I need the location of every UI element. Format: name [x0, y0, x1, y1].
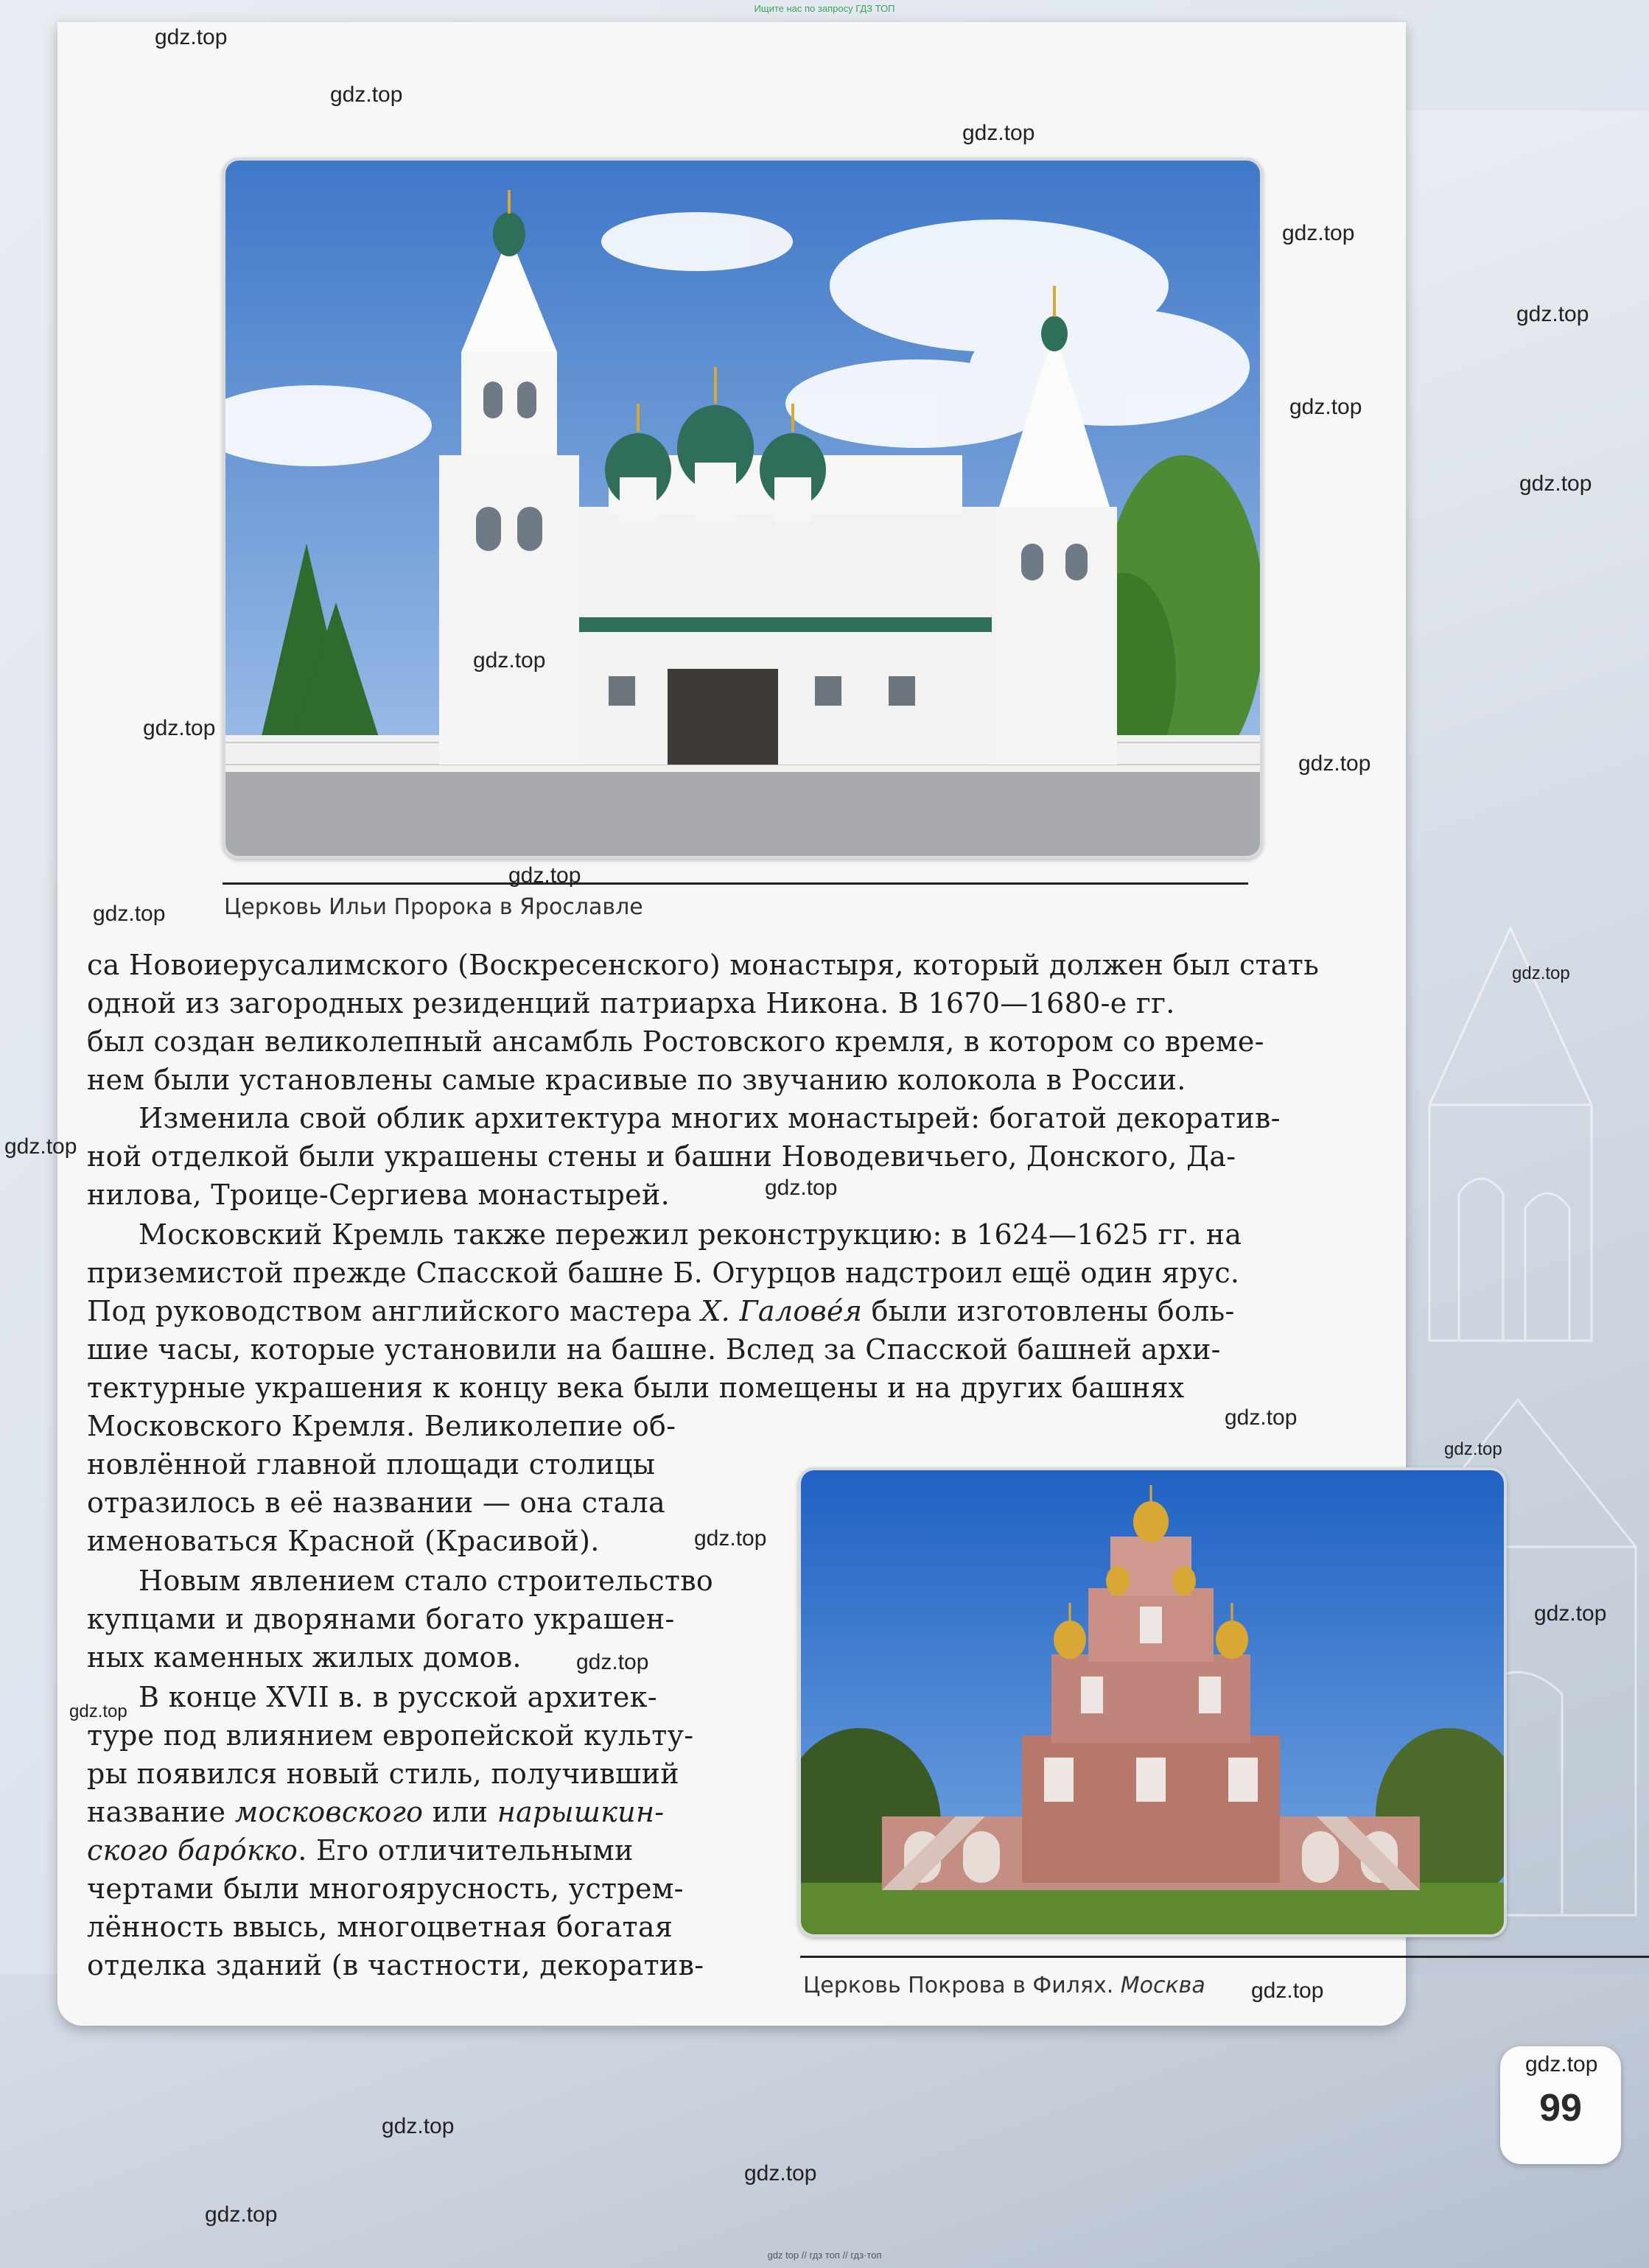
page-number-box [1500, 2046, 1621, 2164]
text-line: Московского Кремля. Великолепие об- [87, 1410, 676, 1442]
text-line: тектурные украшения к концу века были помещены и на других башнях [87, 1372, 1185, 1404]
top-search-note: Ищите нас по запросу ГДЗ ТОП [754, 3, 895, 14]
text-line: Изменила свой облик архитектура многих монастырей: богатой декоратив- [139, 1102, 1281, 1134]
text-italic: Х. Галовéя [701, 1295, 863, 1327]
text-line: купцами и дворянами богато украшен- [87, 1603, 675, 1635]
photo1-caption: Церковь Ильи Пророка в Ярославле [224, 894, 643, 920]
watermark: gdz.top [576, 1650, 649, 1674]
text-segment: были изготовлены боль- [862, 1295, 1235, 1327]
watermark: gdz.top [473, 648, 546, 673]
watermark: gdz.top [4, 1134, 77, 1159]
watermark: gdz.top [1444, 1439, 1502, 1459]
watermark: gdz.top [1289, 395, 1362, 419]
photo2-caption-main: Церковь Покрова в Филях. [803, 1973, 1114, 1998]
text-line: В конце XVII в. в русской архитек- [139, 1681, 657, 1713]
watermark: gdz.top [765, 1176, 838, 1200]
text-italic: нарышкин- [497, 1796, 665, 1828]
watermark: gdz.top [1251, 1979, 1324, 2003]
photo1-caption-rule [223, 882, 1248, 885]
text-segment: . Его отличительными [298, 1834, 634, 1867]
text-line: одной из загородных резиденций патриарха Никона. В 1670—1680-е гг. [87, 987, 1175, 1019]
watermark: gdz.top [694, 1526, 767, 1551]
text-line: лённость ввысь, многоцветная богатая [87, 1911, 673, 1943]
church-fili-photo [798, 1467, 1507, 1937]
bottom-note: gdz top // гдз топ // гдз·топ [767, 2250, 882, 2261]
watermark: gdz.top [205, 2202, 278, 2227]
text-line: туре под влиянием европейской культу- [87, 1719, 694, 1752]
watermark: gdz.top [1519, 471, 1592, 496]
watermark: gdz.top [155, 25, 228, 49]
photo2-caption-rule [800, 1956, 1649, 1958]
text-line: Московский Кремль также пережил реконструкцию: в 1624—1625 гг. на [139, 1218, 1242, 1251]
text-line [87, 1793, 664, 1831]
watermark: gdz.top [1525, 2052, 1598, 2076]
text-line: отразилось в её названии — она стала [87, 1486, 665, 1519]
text-segment: Под руководством английского мастера [87, 1295, 701, 1327]
watermark: gdz.top [1512, 963, 1570, 983]
text-line: нем были установлены самые красивые по звучанию колокола в России. [87, 1064, 1186, 1096]
watermark: gdz.top [1225, 1405, 1298, 1430]
photo2-caption-city: Москва [1120, 1973, 1205, 1998]
watermark: gdz.top [1534, 1601, 1607, 1626]
watermark: gdz.top [93, 902, 166, 926]
text-line: са Новоиерусалимского (Воскресенского) монастыря, который должен был стать [87, 949, 1320, 981]
watermark: gdz.top [69, 1702, 127, 1721]
church-elijah-photo [223, 158, 1263, 859]
watermark: gdz.top [962, 121, 1035, 145]
watermark: gdz.top [744, 2161, 817, 2186]
text-italic: ского барóкко [87, 1834, 298, 1867]
text-line: был создан великолепный ансамбль Ростовского кремля, в котором со време- [87, 1025, 1264, 1058]
text-line: ных каменных жилых домов. [87, 1641, 522, 1674]
watermark: gdz.top [1298, 751, 1371, 776]
watermark: gdz.top [508, 863, 581, 888]
text-line: ры появился новый стиль, получивший [87, 1758, 679, 1790]
text-line: именоваться Красной (Красивой). [87, 1525, 600, 1557]
text-segment: название [87, 1796, 235, 1828]
text-segment: или [423, 1796, 497, 1828]
text-line: ной отделкой были украшены стены и башни Новодевичьего, Донского, Да- [87, 1140, 1236, 1173]
text-line: отделка зданий (в частности, декоратив- [87, 1949, 704, 1981]
page-number: 99 [1539, 2087, 1582, 2130]
text-line: нилова, Троице-Сергиева монастырей. [87, 1179, 670, 1211]
watermark: gdz.top [330, 82, 403, 107]
text-line: новлённой главной площади столицы [87, 1448, 656, 1481]
text-line: Новым явлением стало строительство [139, 1565, 714, 1597]
watermark: gdz.top [143, 716, 216, 740]
watermark: gdz.top [1516, 302, 1589, 326]
watermark: gdz.top [382, 2114, 455, 2138]
text-italic: московского [234, 1796, 424, 1828]
text-line: чертами были многоярусность, устрем- [87, 1872, 684, 1905]
text-line: шие часы, которые установили на башне. Вслед за Спасской башней архи- [87, 1333, 1221, 1366]
watermark: gdz.top [1282, 221, 1355, 245]
photo2-caption [803, 1973, 1205, 1998]
text-line: приземистой прежде Спасской башне Б. Огурцов надстроил ещё один ярус. [87, 1257, 1240, 1289]
text-line [87, 1831, 634, 1869]
text-line [87, 1292, 1235, 1330]
